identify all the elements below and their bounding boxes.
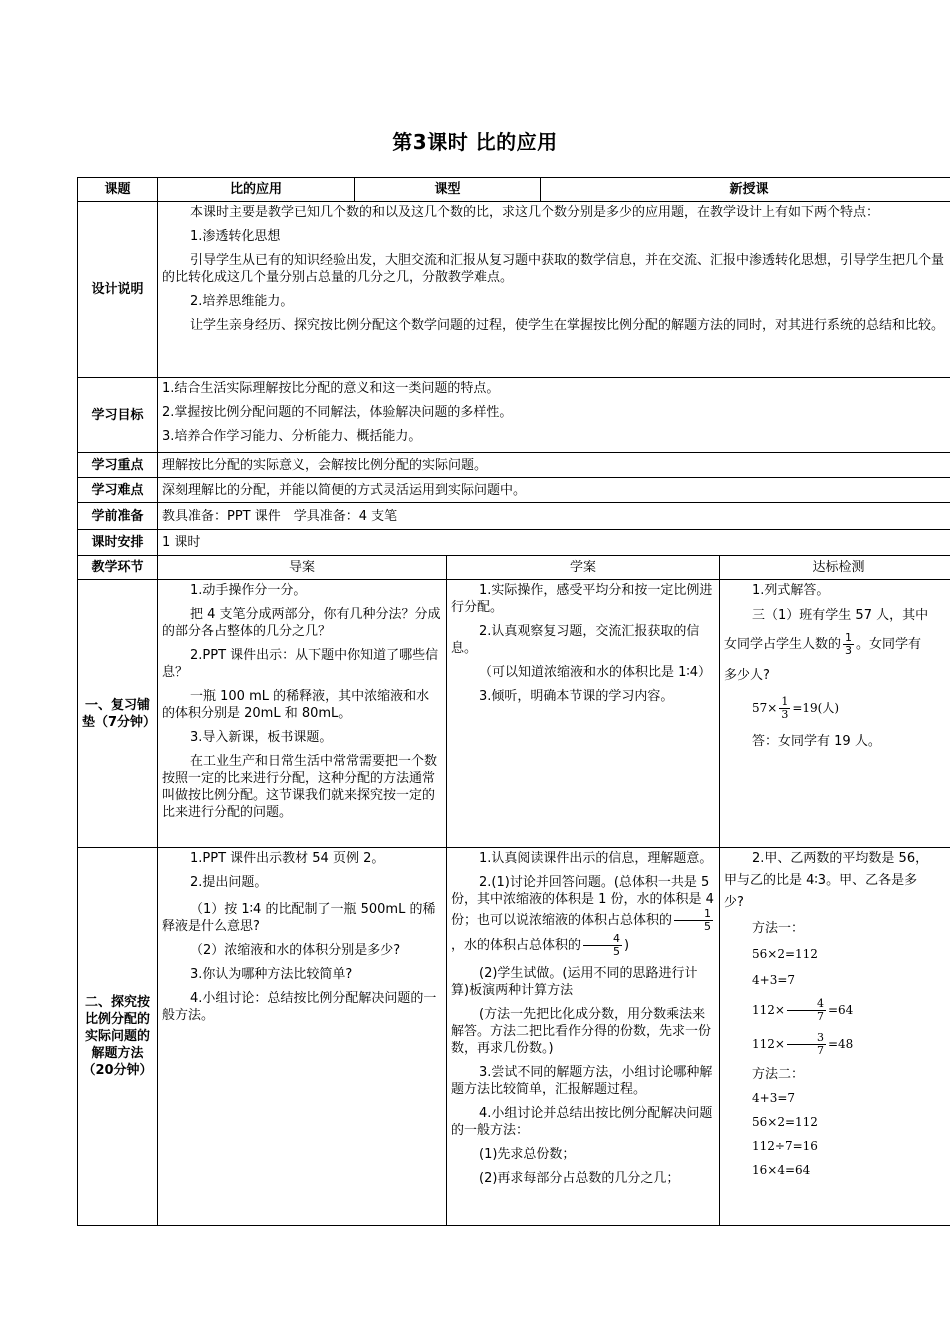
goal-item: 2.掌握按比例分配问题的不同解法，体验解决问题的多样性。 bbox=[162, 405, 513, 420]
section2-row bbox=[78, 848, 950, 1226]
equation: 112÷7=16 bbox=[752, 1139, 818, 1153]
equation: 56×2=112 bbox=[752, 1115, 818, 1129]
check-line: 甲与乙的比是 4∶3。甲、乙各是多 bbox=[724, 873, 918, 888]
topic-value: 比的应用 bbox=[158, 178, 355, 202]
guide-line: 在工业生产和日常生活中常常需要把一个数按照一定的比来进行分配，这种分配的方法通常叫做按比例分配。这节课我们就来探究按一定的比来进行分配的问题。 bbox=[162, 754, 438, 820]
column-check: 达标检测 bbox=[720, 556, 950, 580]
study-line: 4.小组讨论并总结出按比例分配解决问题的一般方法： bbox=[451, 1106, 713, 1138]
study-line: (2)再求每部分占总数的几分之几； bbox=[479, 1171, 680, 1186]
design-row bbox=[78, 202, 950, 378]
method-label: 方法一： bbox=[752, 921, 805, 936]
schedule-text: 1 课时 bbox=[158, 530, 950, 556]
equation: 112× $\frac{3}{7}$ =48 bbox=[752, 1031, 854, 1057]
study-line: (方法一先把比化成分数，用分数乘法来解答。方法二把比看作分得的份数，先求一份数，再求几份数。) bbox=[451, 1007, 712, 1056]
page-title: 第3课时 比的应用 bbox=[392, 130, 558, 154]
goals-label: 学习目标 bbox=[78, 378, 158, 453]
fraction: $\frac{3}{7}$ bbox=[787, 1032, 826, 1057]
fraction: $\frac{4}{5}$ bbox=[583, 933, 622, 958]
goals-row bbox=[78, 378, 950, 453]
type-value: 新授课 bbox=[541, 178, 950, 202]
design-paragraph: 引导学生从已有的知识经验出发，大胆交流和汇报从复习题中获取的数学信息，并在交流、汇报中渗透转化思想，引导学生把几个量的比转化成这几个量分别占总量的几分之几，分散教学难点。 bbox=[162, 253, 945, 285]
goal-item: 1.结合生活实际理解按比分配的意义和这一类问题的特点。 bbox=[162, 381, 500, 396]
check-line: 三（1）班有学生 57 人，其中 bbox=[752, 608, 929, 623]
guide-line: 4.小组讨论：总结按比例分配解决问题的一般方法。 bbox=[162, 991, 437, 1023]
prep-text: 教具准备：PPT 课件 学具准备：4 支笔 bbox=[158, 503, 950, 530]
prep-label: 学前准备 bbox=[78, 503, 158, 530]
guide-line: 3.你认为哪种方法比较简单? bbox=[190, 967, 353, 982]
study-line: 2.认真观察复习题，交流汇报获取的信息。 bbox=[451, 624, 700, 656]
section2-label: 二、探究按比例分配的实际问题的解题方法（20分钟） bbox=[78, 848, 158, 1226]
study-line: 2.(1)讨论并回答问题。(总体积一共是 5 份，其中浓缩液的体积是 1 份，水的体积是 4 份；也可以说浓缩液的体积占总体积的 $\frac{1}{5}$ ，水的体积占总体积的 $\frac{4}{5}$ ) bbox=[451, 875, 714, 958]
columns-row bbox=[78, 556, 950, 580]
design-heading: 1.渗透转化思想 bbox=[190, 229, 281, 244]
section2-study bbox=[447, 848, 720, 1226]
topic-label: 课题 bbox=[78, 178, 158, 202]
check-text: 。女同学有 bbox=[856, 637, 922, 652]
guide-line: 把 4 支笔分成两部分，你有几种分法？分成的部分各占整体的几分之几？ bbox=[162, 607, 441, 639]
section2-check bbox=[720, 848, 950, 1226]
fraction: $\frac{1}{3}$ bbox=[781, 695, 789, 721]
check-line: 1.列式解答。 bbox=[752, 583, 830, 598]
header-row bbox=[78, 178, 950, 202]
fraction: $\frac{4}{7}$ bbox=[787, 998, 826, 1023]
design-label: 设计说明 bbox=[78, 202, 158, 378]
check-line: 少? bbox=[724, 895, 744, 910]
study-line: (2)学生试做。(运用不同的思路进行计算)板演两种计算方法 bbox=[451, 966, 698, 998]
key-row bbox=[78, 453, 950, 478]
study-line: 1.认真阅读课件出示的信息，理解题意。 bbox=[479, 851, 713, 866]
key-text: 理解按比分配的实际意义，会解按比例分配的实际问题。 bbox=[158, 453, 950, 478]
section1-study bbox=[447, 580, 720, 848]
guide-line: 一瓶 100 mL 的稀释液，其中浓缩液和水的体积分别是 20mL 和 80mL。 bbox=[162, 689, 430, 721]
key-label: 学习重点 bbox=[78, 453, 158, 478]
study-line: 3.尝试不同的解题方法，小组讨论哪种解题方法比较简单，汇报解题过程。 bbox=[451, 1065, 713, 1097]
column-guide: 导案 bbox=[158, 556, 447, 580]
guide-line: （2）浓缩液和水的体积分别是多少? bbox=[190, 943, 401, 958]
design-heading: 2.培养思维能力。 bbox=[190, 294, 294, 309]
section2-guide bbox=[158, 848, 447, 1226]
difficulty-text: 深刻理解比的分配，并能以简便的方式灵活运用到实际问题中。 bbox=[158, 478, 950, 503]
design-paragraph: 本课时主要是教学已知几个数的和以及这几个数的比，求这几个数分别是多少的应用题，在教学设计上有如下两个特点： bbox=[190, 205, 880, 220]
equation: 56×2=112 bbox=[752, 947, 818, 961]
lesson-plan-table bbox=[77, 177, 950, 1226]
check-answer: 答：女同学有 19 人。 bbox=[752, 734, 881, 749]
prep-row bbox=[78, 503, 950, 530]
schedule-label: 课时安排 bbox=[78, 530, 158, 556]
schedule-row bbox=[78, 530, 950, 556]
equation: 112× $\frac{4}{7}$ =64 bbox=[752, 997, 854, 1023]
study-line: （可以知道浓缩液和水的体积比是 1∶4） bbox=[479, 665, 712, 680]
method-label: 方法二： bbox=[752, 1067, 805, 1082]
equation: 57× $\frac{1}{3}$ =19(人) bbox=[752, 695, 840, 721]
section1-check bbox=[720, 580, 950, 848]
equation: 4+3=7 bbox=[752, 973, 796, 987]
fraction: $\frac{1}{3}$ bbox=[845, 631, 853, 657]
difficulty-label: 学习难点 bbox=[78, 478, 158, 503]
design-content bbox=[158, 202, 950, 378]
study-line: (1)先求总份数； bbox=[479, 1147, 576, 1162]
goals-content bbox=[158, 378, 950, 453]
fraction: $\frac{1}{5}$ bbox=[674, 908, 713, 933]
guide-line: 3.导入新课，板书课题。 bbox=[190, 730, 333, 745]
difficulty-row bbox=[78, 478, 950, 503]
guide-line: 1.动手操作分一分。 bbox=[190, 583, 307, 598]
guide-line: （1）按 1∶4 的比配制了一瓶 500mL 的稀释液是什么意思? bbox=[162, 902, 436, 934]
guide-line: 1.PPT 课件出示教材 54 页例 2。 bbox=[190, 851, 385, 866]
type-label: 课型 bbox=[355, 178, 541, 202]
column-study: 学案 bbox=[447, 556, 720, 580]
section1-guide bbox=[158, 580, 447, 848]
study-line: 3.倾听，明确本节课的学习内容。 bbox=[479, 689, 674, 704]
column-stage: 教学环节 bbox=[78, 556, 158, 580]
section1-row bbox=[78, 580, 950, 848]
equation: 16×4=64 bbox=[752, 1163, 811, 1177]
equation: 4+3=7 bbox=[752, 1091, 796, 1105]
section1-label: 一、复习铺垫（7分钟） bbox=[78, 580, 158, 848]
guide-line: 2.PPT 课件出示：从下题中你知道了哪些信息？ bbox=[162, 648, 439, 680]
study-line: 1.实际操作，感受平均分和按一定比例进行分配。 bbox=[451, 583, 713, 615]
design-paragraph: 让学生亲身经历、探究按比例分配这个数学问题的过程，使学生在掌握按比例分配的解题方法的同时，对其进行系统的总结和比较。 bbox=[190, 318, 945, 333]
check-line: 多少人? bbox=[724, 668, 770, 683]
goal-item: 3.培养合作学习能力、分析能力、概括能力。 bbox=[162, 429, 422, 444]
check-line bbox=[724, 632, 950, 657]
guide-line: 2.提出问题。 bbox=[190, 875, 268, 890]
check-text: 女同学占学生人数的 bbox=[724, 637, 842, 652]
check-line: 2.甲、乙两数的平均数是 56， bbox=[752, 851, 929, 866]
